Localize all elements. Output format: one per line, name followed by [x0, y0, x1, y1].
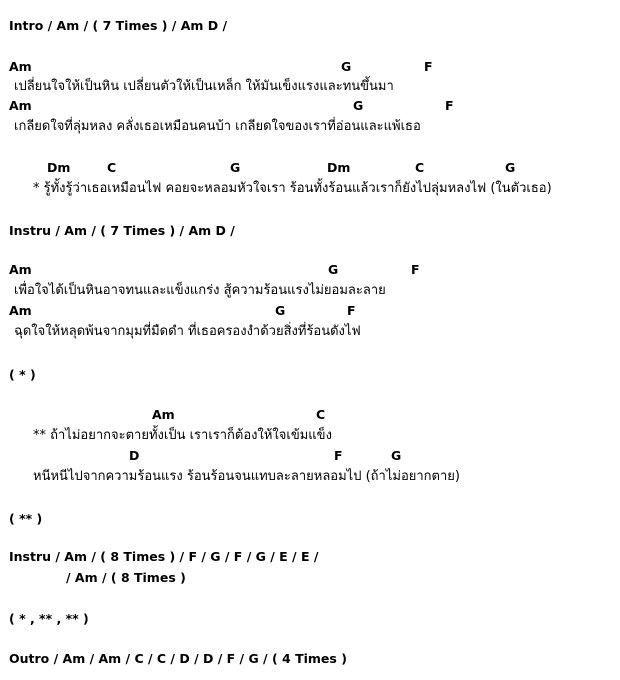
chord: Am	[152, 407, 175, 422]
repeat-marker: ( * )	[9, 367, 36, 382]
chord: G	[275, 303, 286, 318]
chord: G	[505, 160, 516, 175]
chord: F	[347, 303, 356, 318]
chord: Dm	[47, 160, 71, 175]
chord: G	[353, 98, 364, 113]
chord-line	[0, 159, 620, 177]
chord: Am	[9, 303, 32, 318]
instru-line: Instru / Am / ( 8 Times ) / F / G / F / G / E / E /	[9, 549, 319, 564]
chord: G	[391, 448, 402, 463]
instru-line: Instru / Am / ( 7 Times ) / Am D /	[9, 223, 235, 238]
chord: F	[334, 448, 343, 463]
lyric-line: เปลี่ยนใจให้เป็นหิน เปลี่ยนตัวให้เป็นเหล็ก ให้มันเข็งแรงและทนขึ้นมา	[14, 79, 394, 94]
lyric-line: เกลียดใจที่ลุ่มหลง คลั่งเธอเหมือนคนบ้า เกลียดใจของเราที่อ่อนและแพ้เธอ	[14, 119, 421, 134]
chord: C	[316, 407, 326, 422]
chord: C	[415, 160, 425, 175]
chord: G	[341, 59, 352, 74]
chord-line	[0, 58, 620, 76]
repeat-marker: ( * , ** , ** )	[9, 611, 89, 626]
chord-line	[0, 97, 620, 115]
chord-line	[0, 406, 620, 424]
lyric-line: ฉุดใจให้หลุดพ้นจากมุมที่มืดดำ ที่เธอครองงำด้วยสิ่งที่ร้อนดังไฟ	[14, 324, 361, 339]
chord: Am	[9, 262, 32, 277]
lyric-line: หนีหนีไปจากความร้อนแรง ร้อนร้อนจนแทบละลายหลอมไป (ถ้าไม่อยากตาย)	[33, 469, 460, 484]
intro-line: Intro / Am / ( 7 Times ) / Am D /	[9, 18, 228, 33]
repeat-marker: ( ** )	[9, 511, 43, 526]
chord: Am	[9, 59, 32, 74]
chord: G	[230, 160, 241, 175]
outro-line: Outro / Am / Am / C / C / D / D / F / G / ( 4 Times )	[9, 651, 347, 666]
chord: C	[107, 160, 117, 175]
instru-line: / Am / ( 8 Times )	[66, 570, 186, 585]
chord-line	[0, 302, 620, 320]
chord: F	[424, 59, 433, 74]
chord: Dm	[327, 160, 351, 175]
chord-line	[0, 447, 620, 465]
chord: D	[129, 448, 140, 463]
lyric-line: เพื่อใจได้เป็นหินอาจทนและแข็งแกร่ง สู้ความร้อนแรงไม่ยอมละลาย	[14, 283, 386, 298]
chord: F	[445, 98, 454, 113]
chord: G	[328, 262, 339, 277]
chord-line	[0, 261, 620, 279]
chord: F	[411, 262, 420, 277]
lyric-line: ** ถ้าไม่อยากจะตายทั้งเป็น เราเราก็ต้องให้ใจเข้มแข็ง	[33, 428, 332, 443]
lyric-line: * รู้ทั้งรู้ว่าเธอเหมือนไฟ คอยจะหลอมหัวใจเรา ร้อนทั้งร้อนแล้วเราก็ยังไปลุ่มหลงไฟ (ในตัวเธอ)	[33, 181, 552, 196]
chord: Am	[9, 98, 32, 113]
